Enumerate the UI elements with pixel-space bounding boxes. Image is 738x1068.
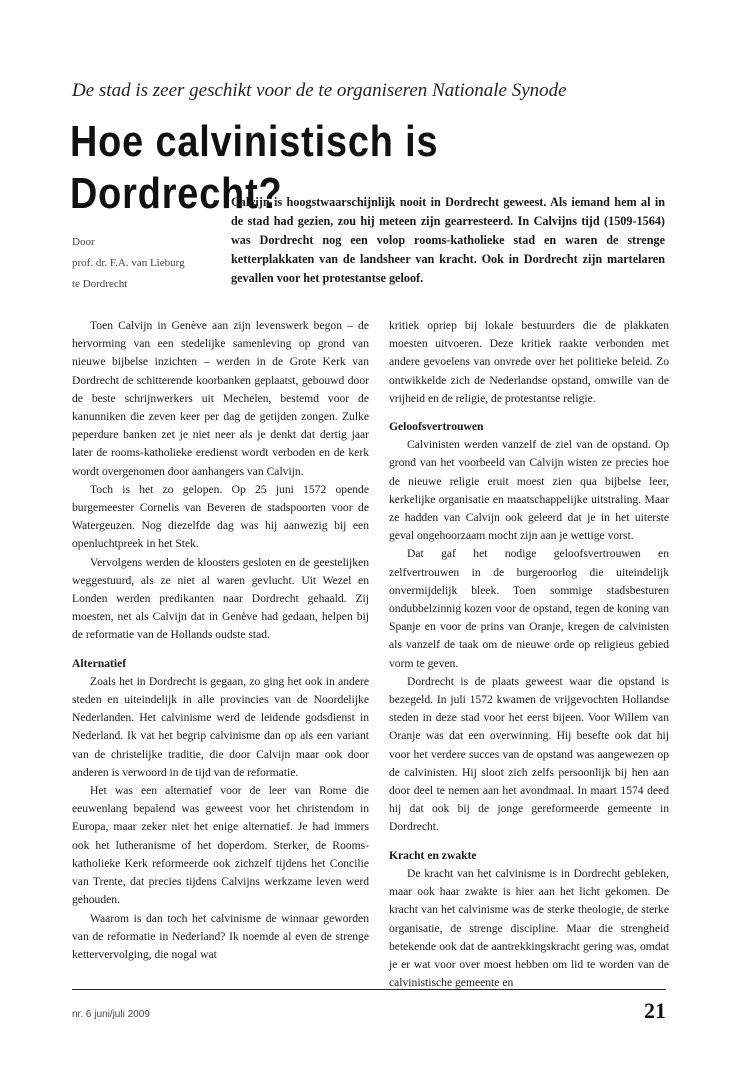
- footer-rule: [72, 989, 666, 990]
- body-column-left: [72, 317, 369, 964]
- byline-location: te Dordrecht: [72, 278, 128, 290]
- byline: [72, 232, 222, 295]
- article-subtitle: De stad is zeer geschikt voor de te organiseren Nationale Synode: [72, 80, 567, 101]
- paragraph: Dat gaf het nodige geloofsvertrouwen en zelfvertrouwen in de burgeroorlog die uiteindelijk onvermijdelijk bleek. Toen sommige stadsbesturen ondubbelzinnig kozen voor de opstand, tegen de koning van Spanje en voor de prins van Oranje, kregen de calvinisten als vanzelf de taak om de nieuwe orde op religieus gebied vorm te geven.: [389, 547, 669, 670]
- issue-info: nr. 6 juni/juli 2009: [72, 1009, 150, 1020]
- paragraph: Vervolgens werden de kloosters gesloten en de geestelijken weggestuurd, als ze niet al waren gevlucht. Uit Wezel en Londen werden predikanten naar Dordrecht gehaald. Zij moesten, net als Calvijn dat in Genève had gedaan, helpen bij de reformatie van de Hollands oudste stad.: [72, 555, 369, 642]
- article-headline: Hoe calvinistisch is Dordrecht?: [70, 117, 439, 218]
- paragraph: Waarom is dan toch het calvinisme de winnaar geworden van de reformatie in Nederland? Ik noemde al even de strenge kettervervolging, die nogal wat: [72, 911, 369, 961]
- paragraph: Het was een alternatief voor de leer van Rome die eeuwenlang bepalend was geweest voor het christendom in Europa, maar zeker niet het enige alternatief. Je had immers ook het lutheranisme of het doperdom. Sterker, de Rooms-katholieke Kerk reformeerde ook zichzelf tijdens het Concilie van Trente, dat precies tijdens Calvijns werkzame leven werd gehouden.: [72, 784, 369, 907]
- paragraph: Toch is het zo gelopen. Op 25 juni 1572 opende burgemeester Cornelis van Beveren de stadspoorten voor de Watergeuzen. Nog diezelfde dag was hij aanwezig bij een openluchtpreek in het Stek.: [72, 482, 369, 551]
- paragraph: Zoals het in Dordrecht is gegaan, zo ging het ook in andere steden en uiteindelijk in alle provincies van de Noordelijke Nederlanden. Het calvinisme werd de leidende godsdienst in Nederland. Ik vat het begrip calvinisme dan op als een variant van de christelijke traditie, die door Calvijn maar ook door anderen is verwoord in de tijd van de reformatie.: [72, 674, 369, 779]
- paragraph: Toen Calvijn in Genève aan zijn levenswerk begon – de hervorming van een stedelijke samenleving op grond van nieuwe bijbelse inzichten – werden in de Grote Kerk van Dordrecht de schitterende koorbanken geplaatst, gebouwd door de beste schrijnwerkers uit Mechelen, bestemd voor de kanunniken die zeven keer per dag de getijden zongen. Zulke peperdure banken zet je niet neer als je denkt dat dertig jaar later de rooms-katholieke eredienst wordt verboden en de kerk wordt overgenomen door aanhangers van Calvijn.: [72, 319, 369, 478]
- section-heading-geloofsvertrouwen: Geloofsvertrouwen: [389, 420, 484, 434]
- paragraph: kritiek opriep bij lokale bestuurders die de plakkaten moesten uitvoeren. Deze kritiek raakte verbonden met andere gevoelens van onvrede over het politieke beleid. Zo ontwikkelde zich de Nederlandse opstand, omwille van de vrijheid en de religie, de protestantse religie.: [389, 319, 669, 405]
- paragraph: De kracht van het calvinisme is in Dordrecht gebleken, maar ook haar zwakte is hier aan het licht gekomen. De kracht van het calvinisme was de sterke theologie, de sterke organisatie, de strenge discipline. Maar die strengheid betekende ook dat de aantrekkingskracht gering was, omdat je er wat voor over moest hebben om lid te worden van de calvinistische gemeente en: [389, 866, 669, 990]
- section-heading-kracht-en-zwakte: Kracht en zwakte: [389, 848, 477, 862]
- section-heading-alternatief: Alternatief: [72, 656, 127, 670]
- byline-prefix: Door: [72, 236, 95, 248]
- byline-author: prof. dr. F.A. van Lieburg: [72, 257, 185, 269]
- body-column-right: [389, 317, 669, 992]
- paragraph: Dordrecht is de plaats geweest waar die opstand is bezegeld. In juli 1572 kwamen de vrijgevochten Hollandse steden in deze stad voor het eerst bijeen. Voor Willem van Oranje was dat een overwinning. Hij besefte ook dat hij voor het verdere succes van de opstand was aangewezen op de calvinisten. Hij sloot zich zelfs persoonlijk bij hen aan door deel te nemen aan het avondmaal. In maart 1574 deed hij dat ook bij de jonge gereformeerde gemeente in Dordrecht.: [389, 674, 669, 834]
- paragraph: Calvinisten werden vanzelf de ziel van de opstand. Op grond van het voorbeeld van Calvijn wisten ze precies hoe de nieuwe religie eruit moest zien qua bijbelse leer, kerkelijke organisatie en maatschappelijke uitstraling. Maar ze hadden van Calvijn ook geleerd dat je in het uiterste geval ongehoorzaam mocht zijn aan je wettige vorst.: [389, 438, 669, 543]
- page-number: 21: [644, 998, 666, 1023]
- article-intro: Calvijn is hoogstwaarschijnlijk nooit in Dordrecht geweest. Als iemand hem al in de stad had gezien, zou hij meteen zijn gearresteerd. In Calvijns tijd (1509-1564) was Dordrecht nog een volop rooms-katholieke stad en waren de strenge ketterplakkaten van de landsheer van kracht. Ook in Dordrecht zijn martelaren gevallen voor het protestantse geloof.: [231, 195, 665, 285]
